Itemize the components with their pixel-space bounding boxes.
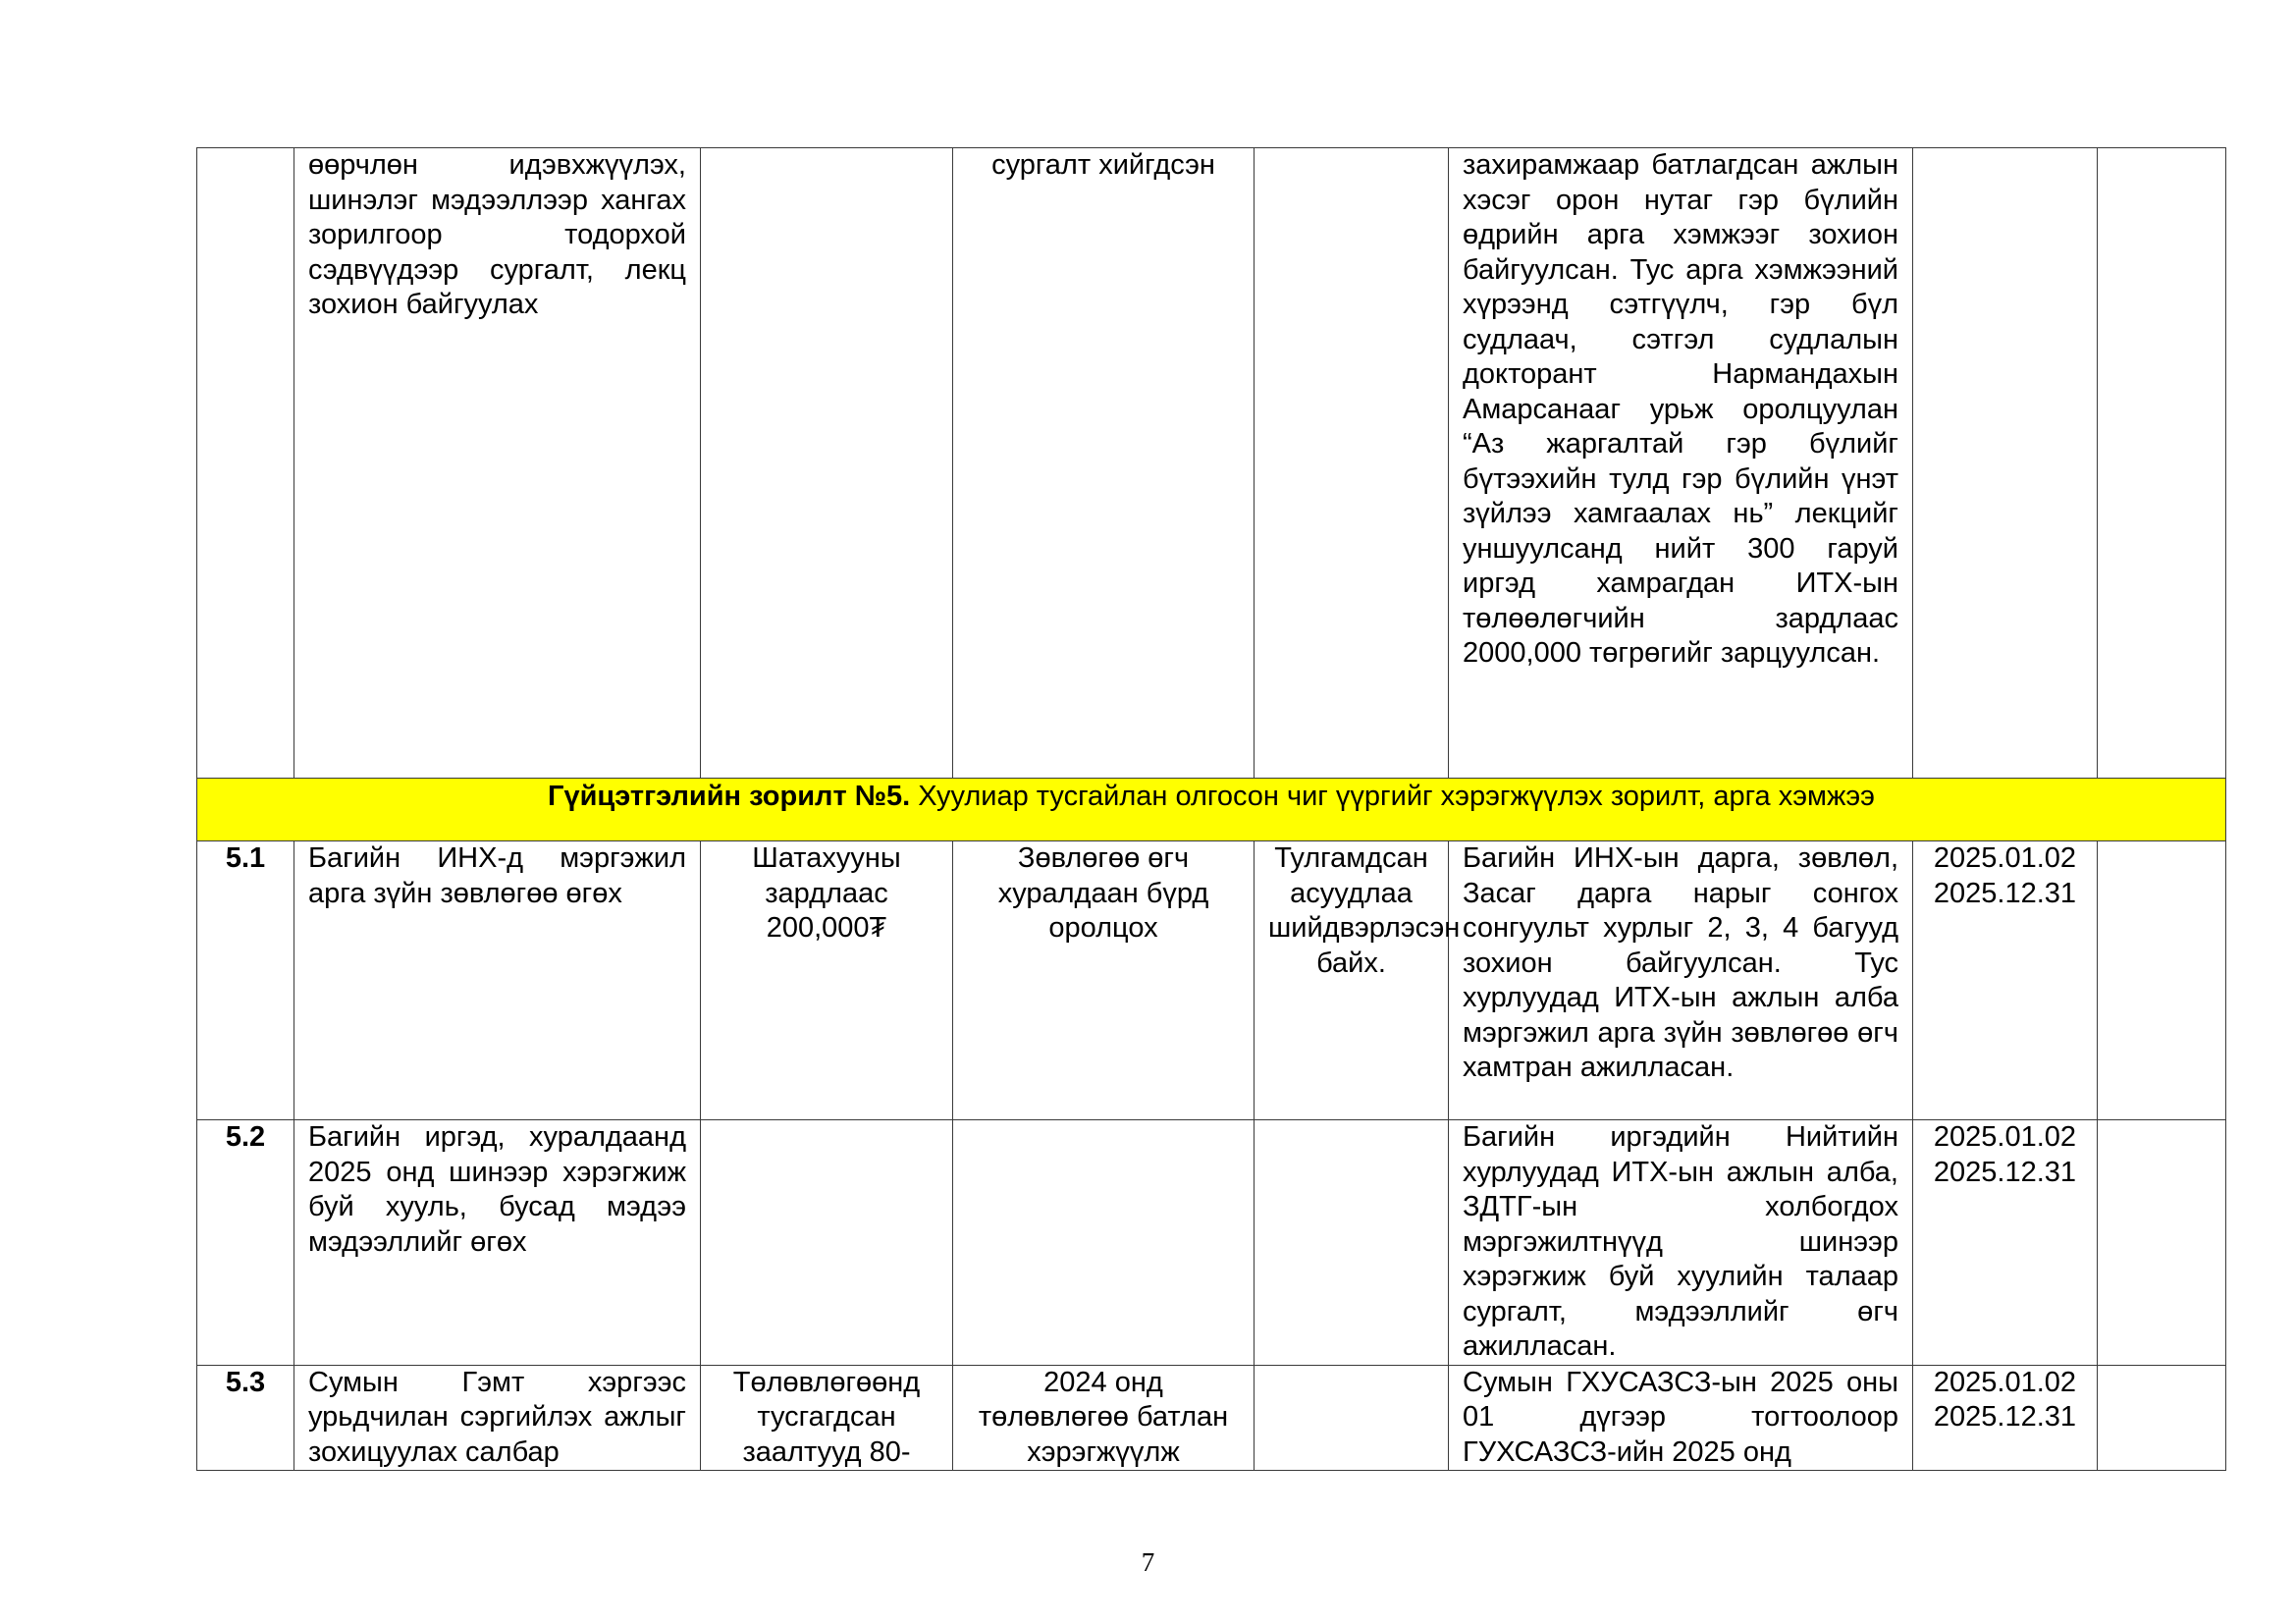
- end-date: 2025.12.31: [1933, 1401, 2077, 1433]
- progress-cell: захирамжаар батлагдсан ажлын хэсэг орон нутаг гэр бүлийн өдрийн арга хэмжээг зохион байгуулсан. Тус арга хэмжээний хүрээнд сэтгүүлч, гэр бүл судлаач, сэтгэл судлалын докторант Нармандахын Амарсанааг урьж оролцуулан “Аз жаргалтай гэр бүлийг бүтээхийн тулд гэр бүлийн үнэт зүйлээ хамгаалах нь” лекцийг уншуулсанд нийт 300 гаруй иргэд хамрагдан ИТХ-ын төлөөлөгчийн зардлаас 2000,000 төгрөгийг зарцуулсан.: [1449, 148, 1913, 779]
- note-cell: [2098, 1120, 2226, 1366]
- table-row: [197, 148, 2226, 779]
- result-cell: Тулгамдсан асуудлаа шийдвэрлэсэн байх.: [1255, 841, 1449, 1120]
- date-cell: [1913, 148, 2098, 779]
- note-cell: [2098, 841, 2226, 1120]
- row-number-cell: 5.1: [197, 841, 294, 1120]
- activity-cell: Сумын Гэмт хэргээс урьдчилан сэргийлэх ажлыг зохицуулах салбар: [294, 1365, 701, 1471]
- budget-cell: Төлөвлөгөөнд тусгагдсан заалтууд 80-: [701, 1365, 953, 1471]
- activity-cell: Багийн ИНХ-д мэргэжил арга зүйн зөвлөгөө өгөх: [294, 841, 701, 1120]
- goal-header-cell: [197, 779, 2226, 841]
- indicator-cell: [953, 1120, 1255, 1366]
- row-number-cell: [197, 148, 294, 779]
- date-cell: [1913, 841, 2098, 1120]
- goal-text: Хуулиар тусгайлан олгосон чиг үүргийг хэрэгжүүлэх зорилт, арга хэмжээ: [910, 781, 1875, 812]
- progress-cell: Сумын ГХУСАЗСЗ-ын 2025 оны 01 дүгээр тогтоолоор ГУХСАЗСЗ-ийн 2025 онд: [1449, 1365, 1913, 1471]
- start-date: 2025.01.02: [1933, 1121, 2077, 1153]
- budget-cell: [701, 1120, 953, 1366]
- start-date: 2025.01.02: [1933, 1366, 2077, 1398]
- budget-cell: Шатахууны зардлаас 200,000₮: [701, 841, 953, 1120]
- page-number: 7: [1141, 1547, 1155, 1577]
- action-plan-table: [196, 147, 2226, 1471]
- date-cell: [1913, 1120, 2098, 1366]
- progress-cell: Багийн ИНХ-ын дарга, зөвлөл, Засаг дарга нарыг сонгох сонгуульт хурлыг 2, 3, 4 багууд зохион байгуулсан. Тус хурлуудад ИТХ-ын ажлын алба мэргэжил арга зүйн зөвлөгөө өгч хамтран ажилласан.: [1449, 841, 1913, 1120]
- note-cell: [2098, 1365, 2226, 1471]
- date-cell: [1913, 1365, 2098, 1471]
- table-row: [197, 1365, 2226, 1471]
- note-cell: [2098, 148, 2226, 779]
- end-date: 2025.12.31: [1933, 1156, 2077, 1188]
- result-cell: [1255, 1120, 1449, 1366]
- result-cell: [1255, 1365, 1449, 1471]
- budget-cell: [701, 148, 953, 779]
- result-cell: [1255, 148, 1449, 779]
- table-row: [197, 1120, 2226, 1366]
- indicator-cell: 2024 онд төлөвлөгөө батлан хэрэгжүүлж: [953, 1365, 1255, 1471]
- goal-header-row: [197, 779, 2226, 841]
- table-row: [197, 841, 2226, 1120]
- row-number-cell: 5.3: [197, 1365, 294, 1471]
- indicator-cell: Зөвлөгөө өгч хуралдаан бүрд оролцох: [953, 841, 1255, 1120]
- progress-cell: Багийн иргэдийн Нийтийн хурлуудад ИТХ-ын ажлын алба, ЗДТГ-ын холбогдох мэргэжилтнүүд шинээр хэрэгжиж буй хуулийн талаар сургалт, мэдээллийг өгч ажилласан.: [1449, 1120, 1913, 1366]
- activity-cell: өөрчлөн идэвхжүүлэх, шинэлэг мэдээллээр хангах зорилгоор тодорхой сэдвүүдээр сургалт, лекц зохион байгуулах: [294, 148, 701, 779]
- goal-label: Гүйцэтгэлийн зорилт №5.: [548, 781, 911, 812]
- end-date: 2025.12.31: [1933, 877, 2077, 909]
- indicator-cell: сургалт хийгдсэн: [953, 148, 1255, 779]
- start-date: 2025.01.02: [1933, 842, 2077, 874]
- activity-cell: Багийн иргэд, хуралдаанд 2025 онд шинээр хэрэгжиж буй хууль, бусад мэдээ мэдээллийг өгөх: [294, 1120, 701, 1366]
- row-number-cell: 5.2: [197, 1120, 294, 1366]
